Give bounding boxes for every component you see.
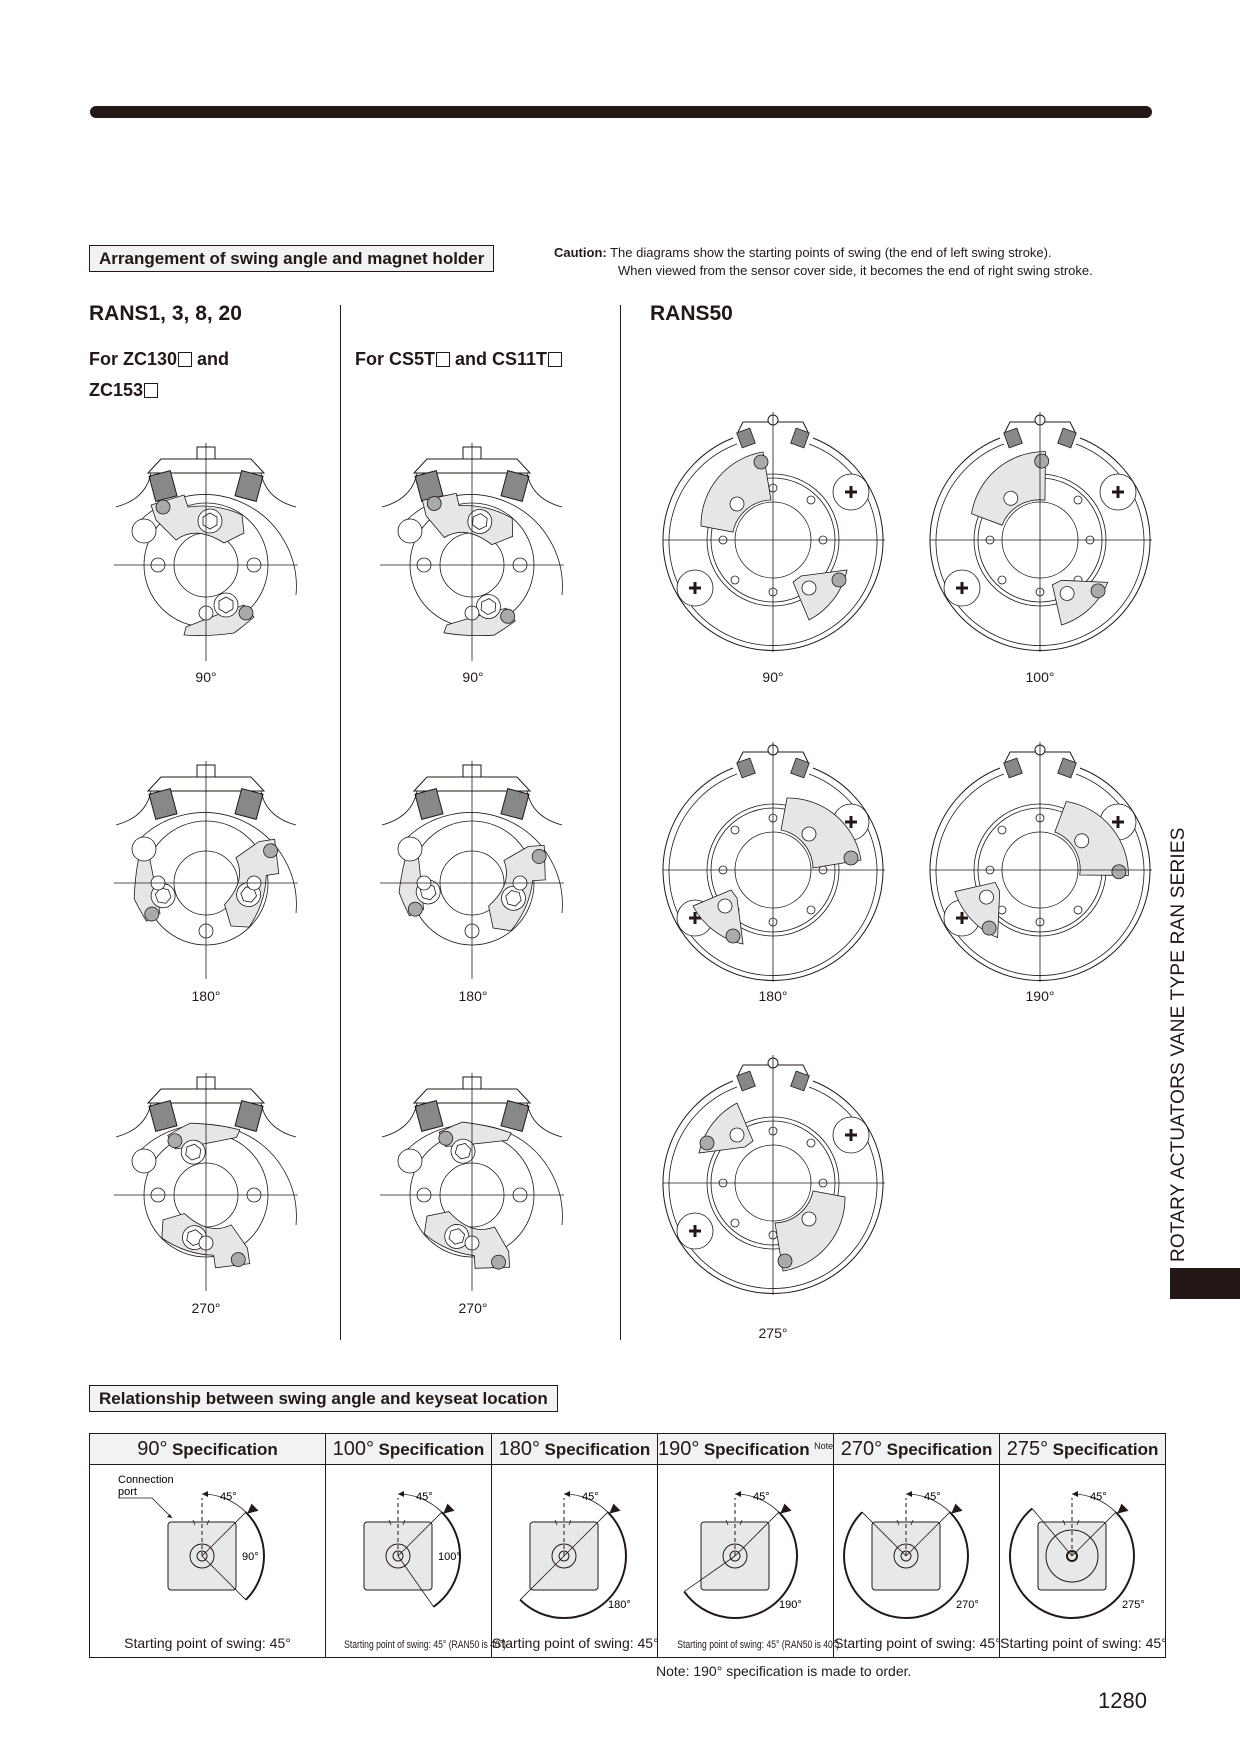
magnet (1004, 428, 1023, 448)
rans-small-cs-90 (380, 443, 564, 661)
holder-bolt (802, 827, 816, 841)
arrowhead-icon (1072, 1491, 1078, 1497)
rans-small-cs-270 (380, 1073, 564, 1291)
holder-bolt (718, 899, 732, 913)
spec-header-4 (834, 1434, 1000, 1465)
rans50-100 (930, 412, 1152, 652)
magnet (149, 789, 177, 820)
caution-line-1: The diagrams show the starting points of swing (the end of left swing stroke). (610, 245, 1052, 260)
magnet (235, 471, 263, 502)
magnet (501, 1101, 529, 1132)
column-title-rans-small: RANS1, 3, 8, 20 (89, 302, 242, 325)
diagram-label: 90° (762, 669, 784, 685)
magnet (737, 758, 756, 778)
bolt-hole (1074, 496, 1082, 504)
starting-point-text: Starting point of swing: 45° (RAN50 is 40°) (344, 1639, 507, 1651)
spec-degree: 275° (1006, 1437, 1049, 1460)
note-marker: Note (814, 1440, 834, 1451)
start-marker-icon (780, 1504, 791, 1514)
keyseat-diagram (834, 1465, 999, 1625)
spec-header-0 (90, 1434, 326, 1465)
magnet (1058, 758, 1077, 778)
magnet (501, 789, 529, 820)
diagram-label: 90° (462, 669, 484, 685)
magnet (149, 471, 177, 502)
bolt-hole (807, 906, 815, 914)
swing-angle-label: 100° (438, 1551, 461, 1563)
spec-degree: 190° (658, 1437, 700, 1460)
port-circle (132, 837, 156, 861)
start-angle-label: 45° (220, 1491, 237, 1503)
start-angle-label: 45° (924, 1491, 941, 1503)
start-angle-label: 45° (582, 1491, 599, 1503)
rans-small-zc-90 (114, 443, 298, 661)
bolt-hole (998, 826, 1006, 834)
bolt-hole (807, 496, 815, 504)
arrowhead-icon (202, 1491, 208, 1497)
arrowhead-icon (735, 1491, 741, 1497)
caution-label: Caution: (554, 245, 607, 260)
start-angle-label: 45° (1090, 1491, 1107, 1503)
arrowhead-icon (906, 1491, 912, 1497)
spec-word: Specification (544, 1439, 651, 1459)
holder-bolt (730, 1128, 744, 1142)
magnet (501, 471, 529, 502)
magnet-dot (156, 500, 170, 514)
starting-point-text: Starting point of swing: 45° (RAN50 is 40°) (677, 1639, 840, 1651)
page-number: 1280 (1098, 1688, 1147, 1713)
keyseat-diagram (492, 1465, 657, 1625)
magnet (1058, 428, 1077, 448)
footnote: Note: 190° specification is made to order. (656, 1663, 912, 1679)
arrowhead-icon (398, 1491, 404, 1497)
magnet (1004, 758, 1023, 778)
diagram-label: 90° (195, 669, 217, 685)
spec-cell-2 (492, 1465, 658, 1658)
starting-point-text: Starting point of swing: 45° (124, 1635, 291, 1651)
start-marker-icon (247, 1504, 258, 1514)
port-circle (132, 519, 156, 543)
spec-degree: 270° (840, 1437, 883, 1460)
diagram-label: 190° (1025, 988, 1055, 1004)
magnet (791, 428, 810, 448)
magnet-dot (700, 1136, 714, 1150)
spec-word: Specification (703, 1439, 810, 1459)
swing-angle-label: 190° (779, 1599, 802, 1611)
rans-small-zc-270 (114, 1073, 298, 1291)
section-title-keyseat: Relationship between swing angle and keyseat location (89, 1385, 558, 1412)
spec-degree: 100° (332, 1437, 375, 1460)
rans50-90 (663, 412, 885, 652)
diagram-label: 275° (758, 1325, 788, 1341)
magnet (737, 1071, 756, 1091)
start-angle-label: 45° (416, 1491, 433, 1503)
spec-degree: 90° (137, 1437, 168, 1460)
port-circle (132, 1149, 156, 1173)
spec-cell-3 (658, 1465, 840, 1658)
diagram-label: 180° (458, 988, 488, 1004)
connection-port-label: Connection (118, 1474, 174, 1486)
starting-point-text: Starting point of swing: 45° (492, 1635, 659, 1651)
swing-angle-label: 180° (608, 1599, 631, 1611)
magnet (415, 1101, 443, 1132)
magnet (235, 789, 263, 820)
side-tab-marker (1170, 1268, 1240, 1299)
for-cs-label: For CS5T and CS11T (355, 344, 562, 375)
starting-point-text: Starting point of swing: 45° (1000, 1635, 1167, 1651)
bolt-hole (998, 576, 1006, 584)
start-marker-icon (1117, 1504, 1128, 1514)
section-title-arrangement: Arrangement of swing angle and magnet holder (89, 245, 494, 272)
for-zc-label: For ZC130 and ZC153 (89, 349, 230, 400)
bolt-hole (731, 826, 739, 834)
bolt-hole (731, 576, 739, 584)
magnet-dot (844, 851, 858, 865)
magnet (149, 1101, 177, 1132)
spec-header-5 (1000, 1434, 1166, 1465)
spec-header-3 (658, 1434, 834, 1465)
spec-word: Specification (886, 1439, 993, 1459)
magnet-dot (778, 1254, 792, 1268)
spec-cell-5 (1000, 1465, 1166, 1658)
arrowhead-icon (564, 1491, 570, 1497)
holder-bolt (730, 497, 744, 511)
spec-cell-0 (90, 1465, 326, 1658)
port-circle (398, 1149, 422, 1173)
bolt-hole (1074, 906, 1082, 914)
diagram-label: 180° (191, 988, 221, 1004)
leader-line (118, 1498, 172, 1518)
magnet (415, 789, 443, 820)
start-marker-icon (951, 1504, 962, 1514)
diagram-label: 270° (191, 1300, 221, 1316)
rans50-190 (930, 742, 1152, 982)
magnet (791, 758, 810, 778)
diagram-label: 270° (458, 1300, 488, 1316)
swing-angle-label: 275° (1122, 1599, 1145, 1611)
magnet (737, 428, 756, 448)
hex-socket (203, 513, 217, 529)
starting-point-text: Starting point of swing: 45° (834, 1635, 1001, 1651)
spec-degree: 180° (498, 1437, 541, 1460)
port-circle (398, 837, 422, 861)
spec-word: Specification (171, 1439, 278, 1459)
magnet-dot (754, 455, 768, 469)
hex-socket (219, 597, 233, 613)
spec-cell-4 (834, 1465, 1000, 1658)
keyseat-diagram (1000, 1465, 1165, 1625)
diagram-label: 180° (758, 988, 788, 1004)
start-angle-label: 45° (753, 1491, 770, 1503)
connection-port-label: port (118, 1486, 137, 1498)
keyseat-diagram (326, 1465, 491, 1625)
port-circle (398, 519, 422, 543)
spec-header-1 (326, 1434, 492, 1465)
magnet-dot (832, 573, 846, 587)
rans50-180 (663, 742, 885, 982)
start-marker-icon (443, 1504, 454, 1514)
holder-bolt (802, 581, 816, 595)
spec-cell-1 (326, 1465, 507, 1658)
magnet (791, 1071, 810, 1091)
magnet-holder-sector (1046, 573, 1108, 632)
spec-header-2 (492, 1434, 658, 1465)
side-tab-series-title: ROTARY ACTUATORS VANE TYPE RAN SERIES (1168, 827, 1189, 1262)
arrowhead-icon (167, 1514, 172, 1518)
spec-word: Specification (1052, 1439, 1159, 1459)
keyseat-diagram (663, 1465, 828, 1625)
diagram-label: 100° (1025, 669, 1055, 685)
holder-bolt (802, 1212, 816, 1226)
rans-small-cs-180 (380, 761, 564, 979)
swing-angle-label: 90° (242, 1551, 259, 1563)
caution-line-2: When viewed from the sensor cover side, it becomes the end of right swing stroke. (618, 263, 1093, 278)
magnet (235, 1101, 263, 1132)
keyseat-spec-table (89, 1433, 1166, 1658)
magnet-dot (239, 606, 253, 620)
start-marker-icon (609, 1504, 620, 1514)
rans50-275 (663, 1055, 885, 1295)
bolt-hole (807, 1139, 815, 1147)
keyseat-diagram (90, 1465, 325, 1625)
bolt-hole (731, 1219, 739, 1227)
spec-word: Specification (378, 1439, 485, 1459)
column-title-rans50: RANS50 (650, 302, 733, 325)
swing-angle-label: 270° (956, 1599, 979, 1611)
rans-small-zc-180 (114, 761, 298, 979)
magnet-dot (726, 929, 740, 943)
